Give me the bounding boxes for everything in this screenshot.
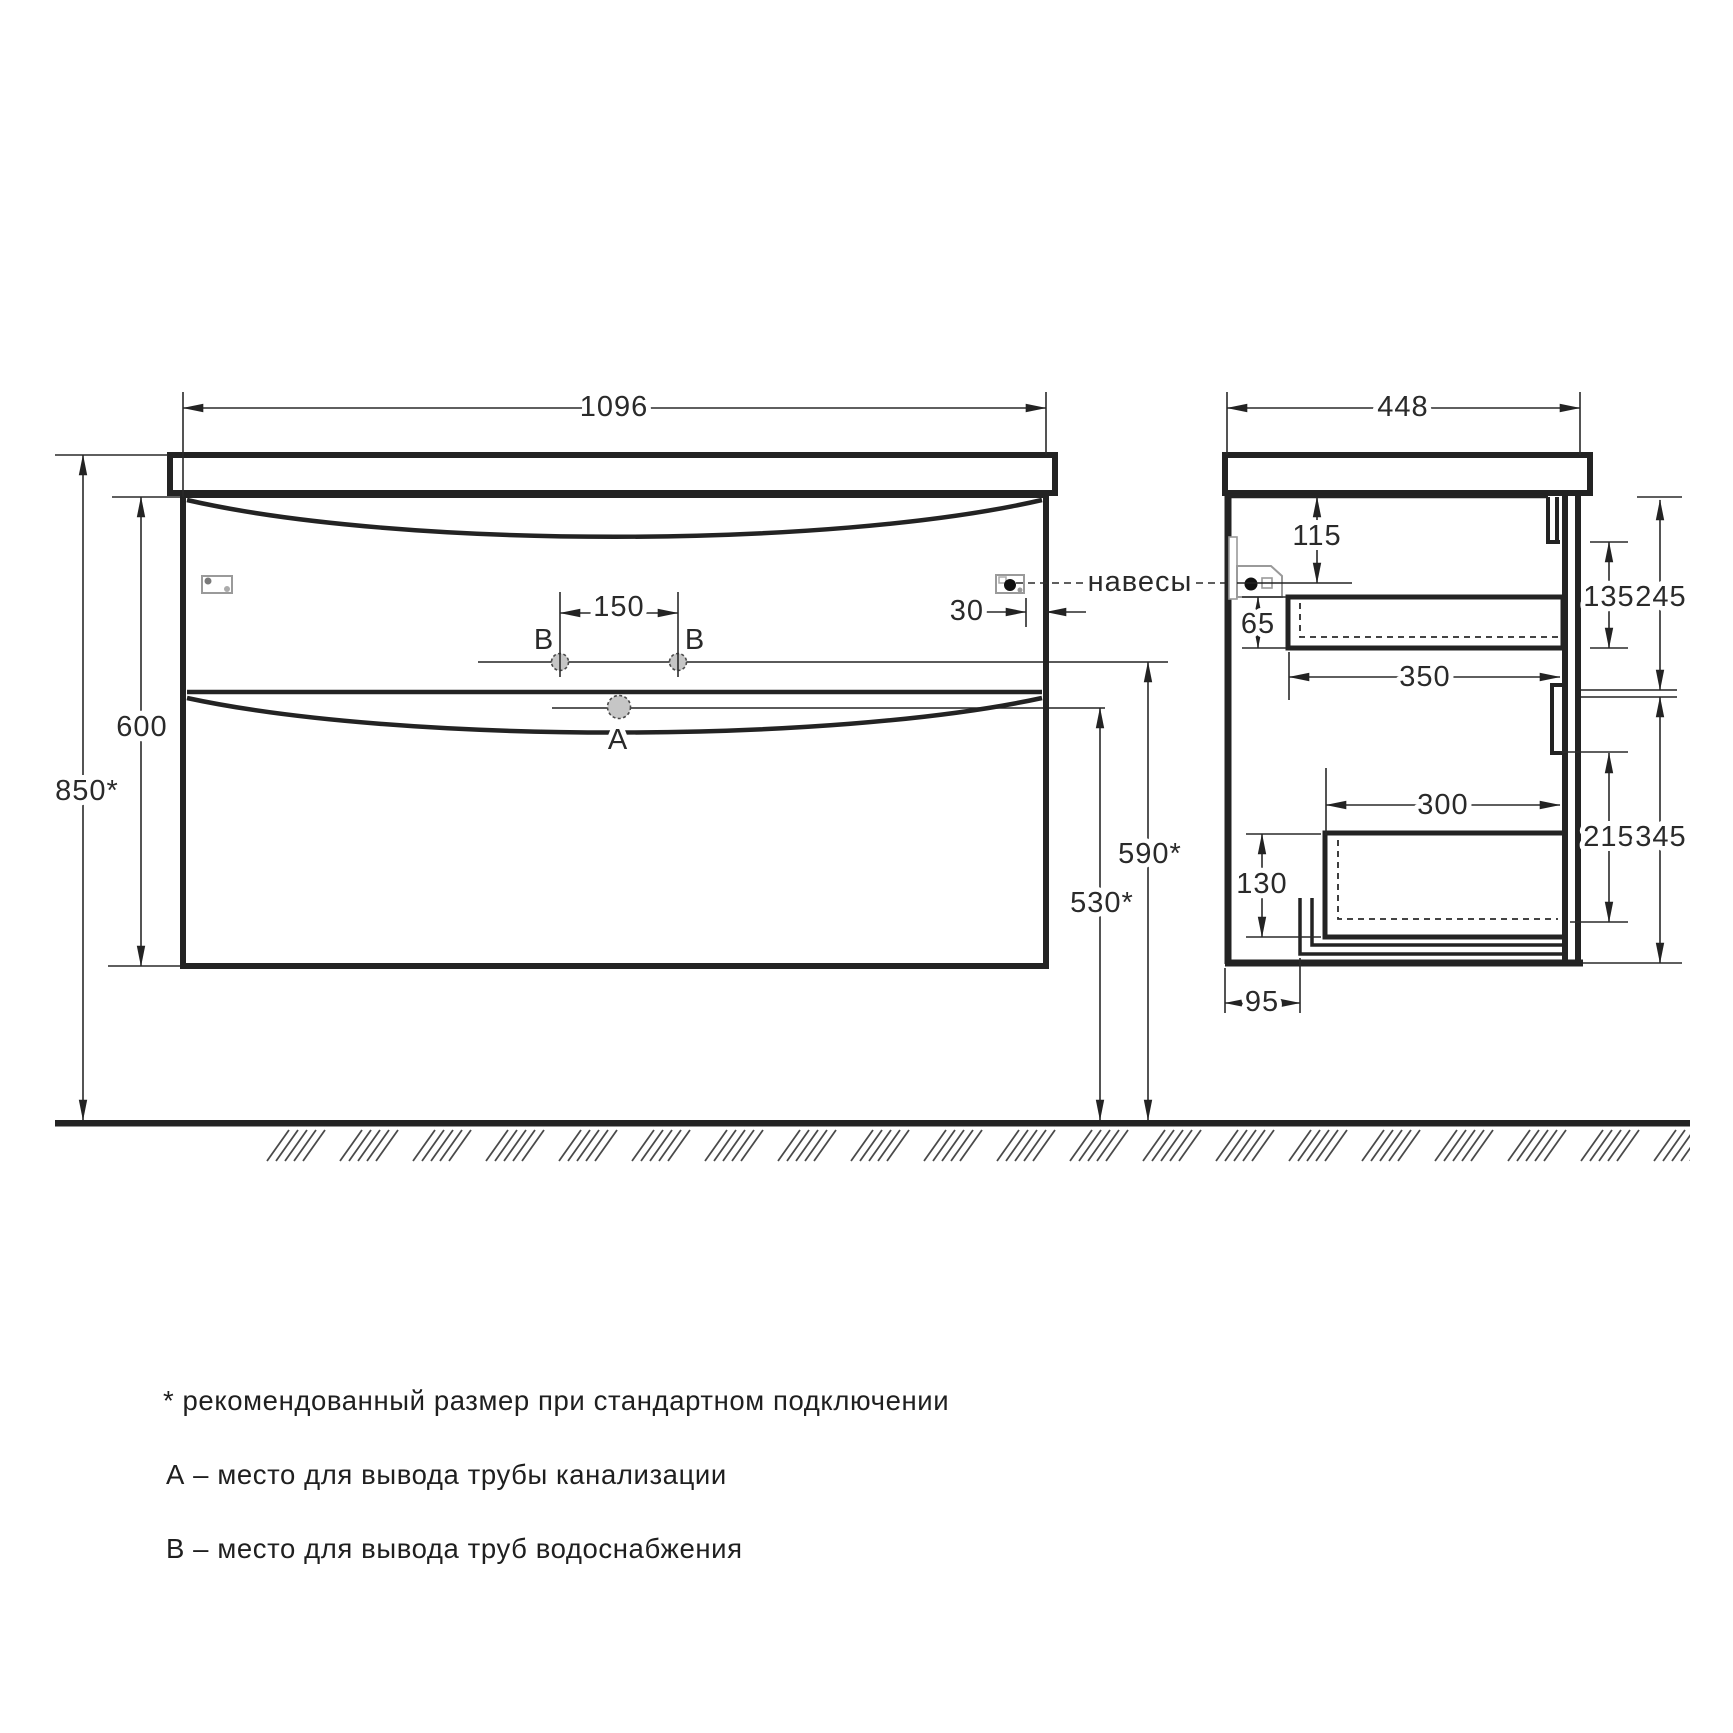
note-b: В – место для вывода труб водоснабжения (166, 1533, 743, 1564)
label-hole-a: А (607, 724, 629, 756)
front-countertop (170, 455, 1055, 493)
side-handle-recess (1552, 685, 1565, 753)
dim-supply-height: 590* (1118, 838, 1182, 870)
dim-holes-spacing: 150 (593, 591, 645, 623)
note-a: А – место для вывода трубы канализации (166, 1459, 727, 1490)
dimension-labels (55, 391, 1687, 1018)
dim-overall-depth: 448 (1377, 391, 1429, 423)
floor (55, 1120, 1690, 1162)
hanger-bracket-side (1229, 537, 1282, 599)
dim-bottom-drawer-depth: 300 (1417, 789, 1469, 821)
dim-bottom-drawer-box-height: 215 (1583, 821, 1635, 853)
label-hangers: навесы (1087, 566, 1193, 598)
dim-top-drawer-depth: 350 (1399, 661, 1451, 693)
floor-hatching (265, 1128, 1690, 1162)
side-countertop (1225, 455, 1590, 493)
dim-mounting-height: 850* (55, 775, 119, 807)
hole-a (608, 696, 631, 719)
hanger-icon-left (202, 576, 232, 593)
dim-cabinet-height: 600 (116, 711, 168, 743)
dim-hanger-edge-offset: 30 (949, 595, 984, 627)
side-top-drawer-inner (1300, 603, 1558, 637)
note-asterisk: * рекомендованный размер при стандартном подключении (163, 1385, 950, 1416)
dim-top-drawer-front-height: 245 (1635, 581, 1687, 613)
label-hole-b-left: В (533, 624, 555, 656)
footnotes (163, 1385, 949, 1564)
side-bottom-drawer-inner (1338, 840, 1558, 919)
side-bottom-drawer-box (1325, 833, 1565, 937)
dim-bottom-drawer-inner-height: 130 (1236, 868, 1288, 900)
dim-bottom-drawer-front-height: 345 (1635, 821, 1687, 853)
side-top-notch (1546, 497, 1560, 542)
floor-line (55, 1120, 1690, 1127)
front-view-dimensions (55, 392, 1247, 1120)
dim-hanger-to-drawer: 65 (1240, 608, 1276, 640)
front-top-drawer-curve (187, 500, 1042, 537)
dim-back-clearance: 95 (1244, 986, 1280, 1018)
dim-drain-height: 530* (1070, 887, 1134, 919)
dim-hanger-drop: 115 (1292, 520, 1342, 552)
dim-top-drawer-inner-height: 135 (1583, 581, 1635, 613)
side-view-dimensions (1225, 392, 1682, 1013)
hanger-icon-right (996, 575, 1024, 593)
dim-overall-width: 1096 (579, 391, 649, 423)
label-hole-b-right: В (684, 624, 706, 656)
front-view (170, 455, 1168, 966)
side-top-drawer-box (1288, 597, 1563, 648)
